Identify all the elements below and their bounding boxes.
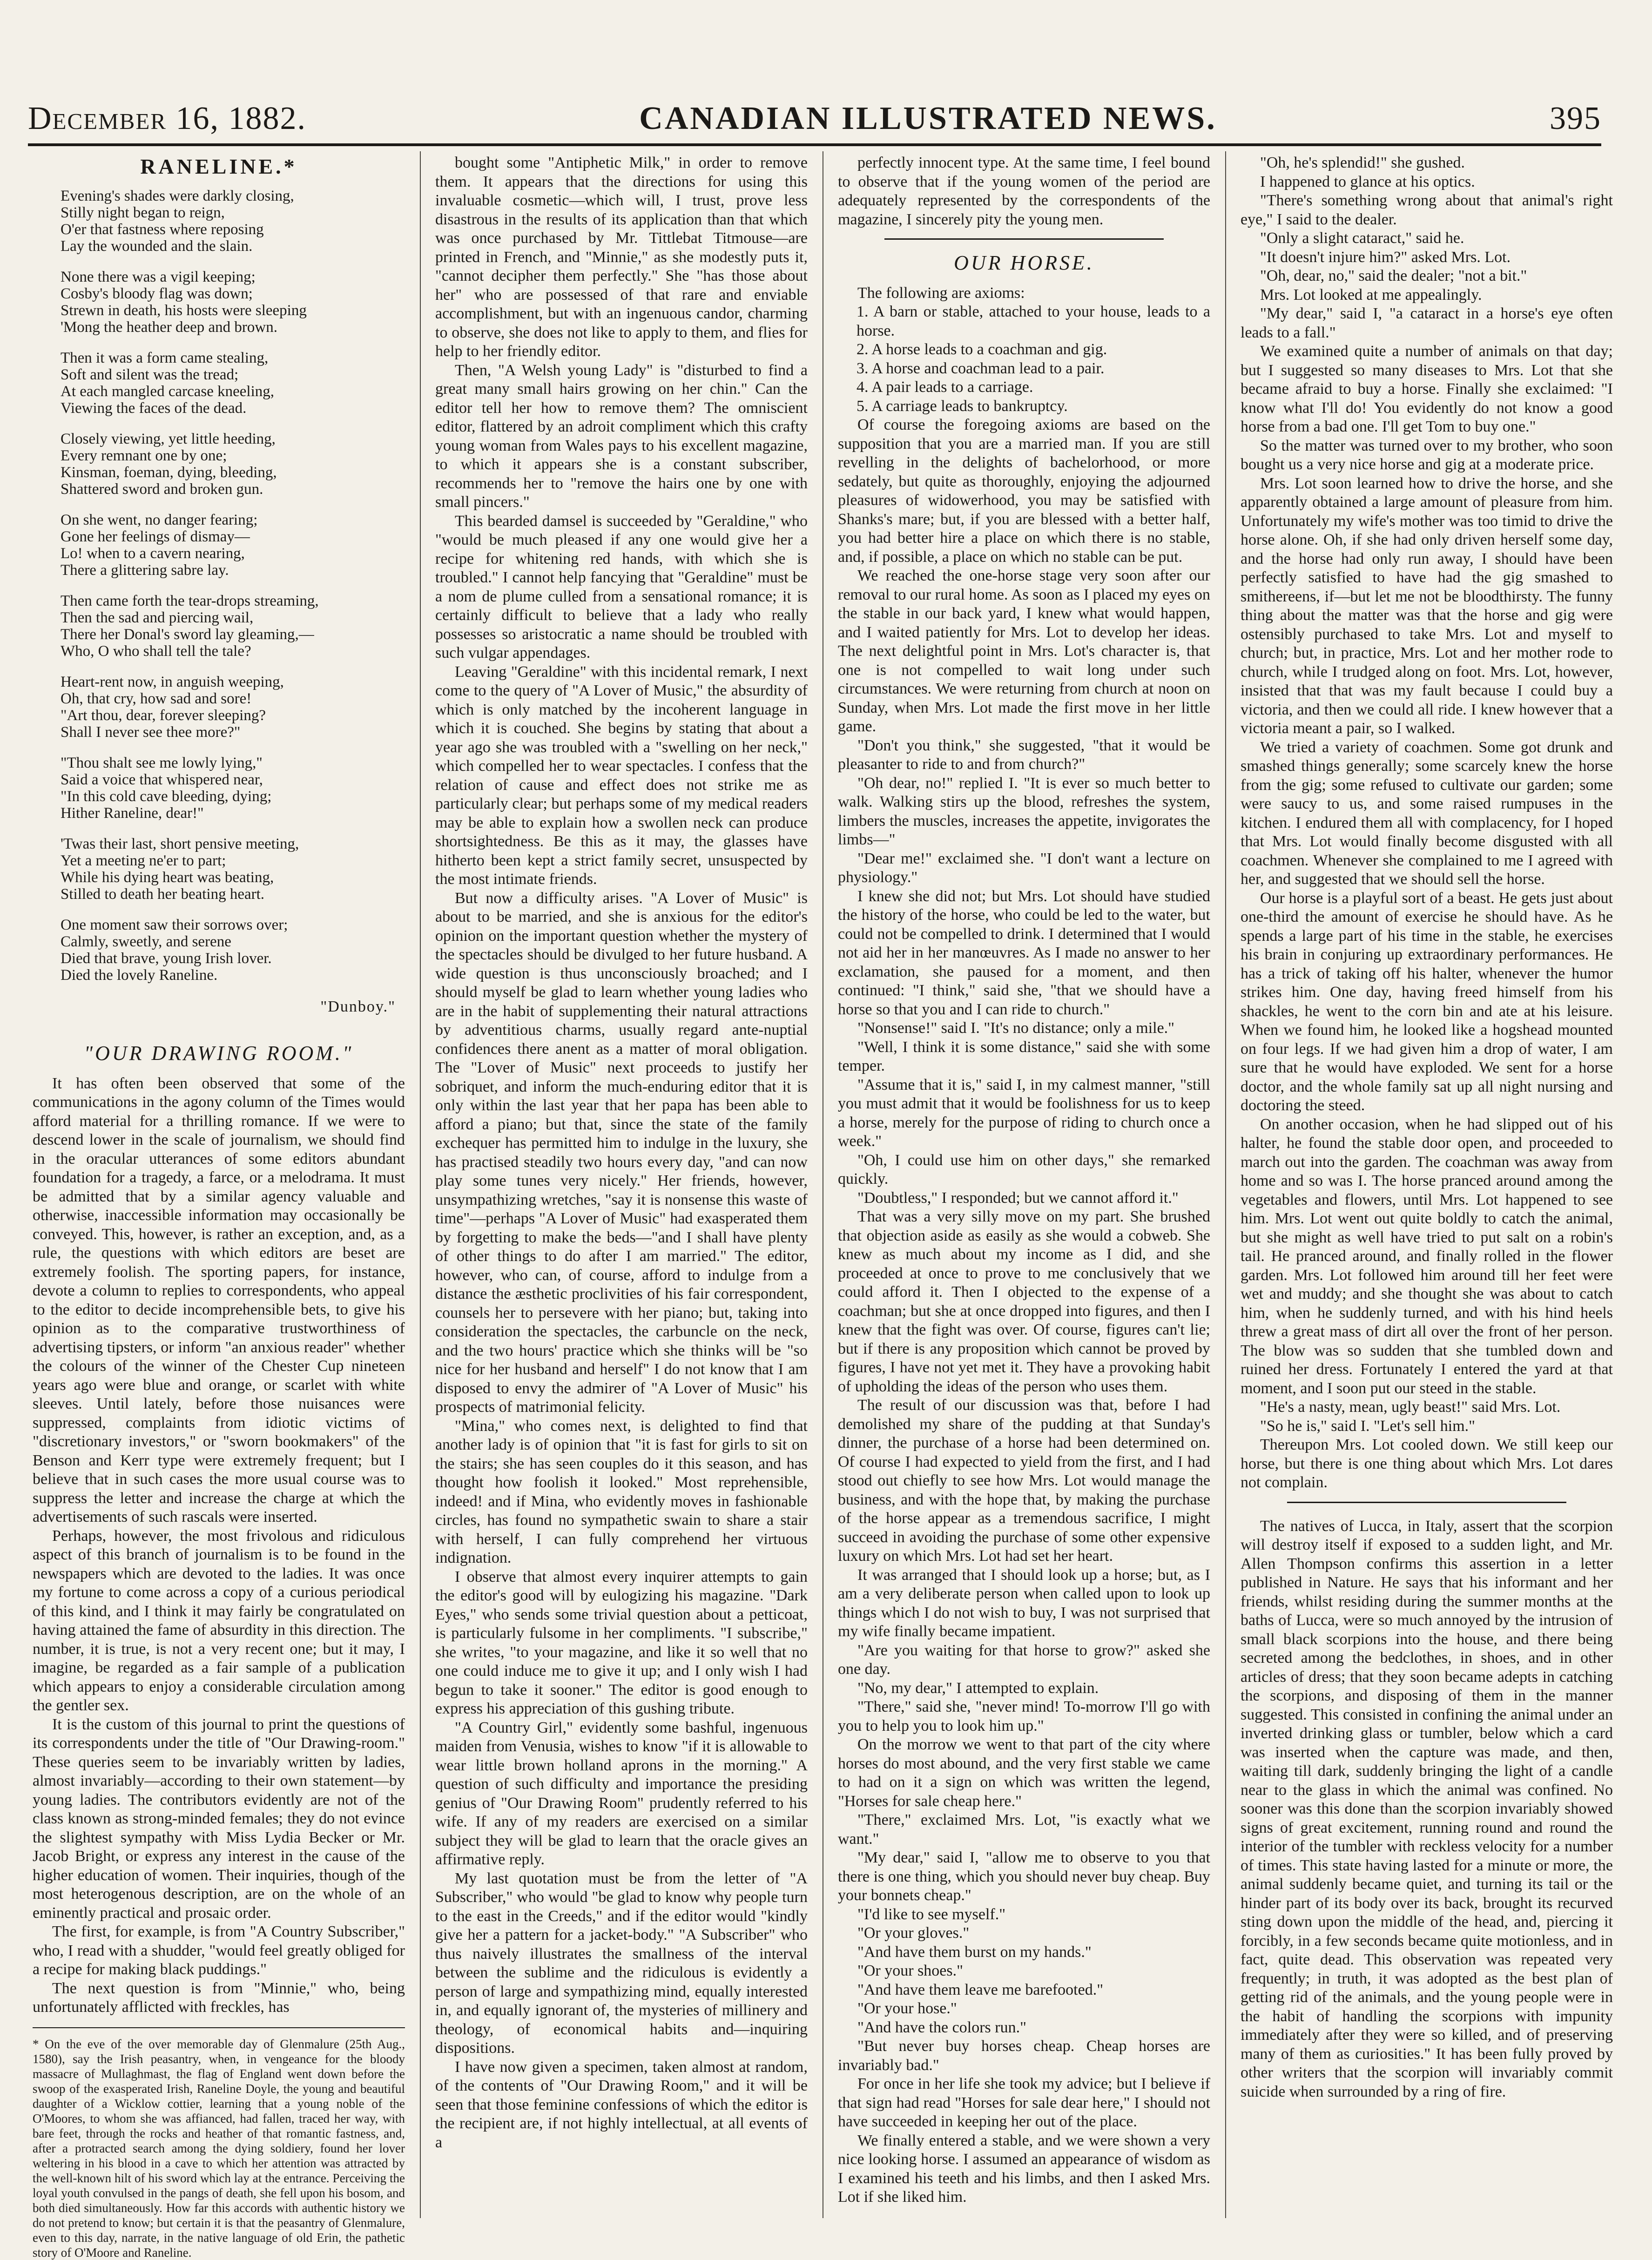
article-paragraph: For once in her life she took my advice; but I believe if that sign had read "Horses for sale dear here," I should not have succeeded in keeping her out of the place. bbox=[838, 2075, 1210, 2130]
our-horse-title: OUR HORSE. bbox=[954, 251, 1094, 274]
poem-stanza: Evening's shades were darkly closing, Stilly night began to reign, O'er that fastness where reposing Lay the wounded and the slain. bbox=[61, 187, 294, 255]
drawing-room-article-continued bbox=[435, 154, 808, 2152]
column-rule bbox=[420, 151, 421, 2218]
article-paragraph: "Oh, dear, no," said the dealer; "not a bit." bbox=[1260, 267, 1527, 284]
article-paragraph: On the morrow we went to that part of the city where horses do most abound, and the very first stable we came to had on it a sign on which was written the legend, "Horses for sale cheap here." bbox=[838, 1736, 1210, 1810]
section-divider bbox=[884, 238, 1164, 240]
article-paragraph: Thereupon Mrs. Lot cooled down. We still keep our horse, but there is one thing about which Mrs. Lot dares not complain. bbox=[1241, 1436, 1613, 1491]
page-number: 395 bbox=[1550, 101, 1601, 136]
axioms-list bbox=[838, 303, 1210, 416]
poem-stanza: "Thou shalt see me lowly lying," Said a voice that whispered near, "In this cold cave bleeding, dying; Hither Raneline, dear!" bbox=[61, 754, 272, 822]
article-paragraph: Our horse is a playful sort of a beast. He gets just about one-third the amount of exercise he should have. As he spends a large part of his time in the stable, he exercises his brain in conjuring up extraordinary performances. He has a trick of taking off his halter, whenever the humor strikes him. One day, having freed himself from his shackles, he went to the corn bin and ate at his leisure. When we found him, he looked like a hogshead mounted on four legs. If we had given him a drop of water, I am sure that he would have exploded. We sent for a horse doctor, and the whole family sat up all night nursing and doctoring the steed. bbox=[1241, 889, 1613, 1114]
article-paragraph: On another occasion, when he had slipped out of his halter, he found the stable door open, and proceeded to march out into the garden. The coachman was away from home and so was I. The horse pranced around among the vegetables and flowers, until Mrs. Lot happened to see him. Mrs. Lot went out quite boldly to catch the animal, but she might as well have tried to put salt on a robin's tail. He pranced around, and finally rolled in the flower garden. Mrs. Lot followed him around till her feet were wet and muddy; and she thought she was about to catch him, when he suddenly turned, and with his hind heels threw a great mass of dirt all over the front of her person. The blow was so sudden that she tumbled down and ruined her dress. Fortunately I entered the yard at that moment, and I soon put our steed in the stable. bbox=[1241, 1115, 1613, 1397]
article-paragraph: "But never buy horses cheap. Cheap horses are invariably bad." bbox=[838, 2037, 1210, 2074]
article-paragraph: "Oh dear, no!" replied I. "It is ever so much better to walk. Walking stirs up the blood, refreshes the system, limbers the muscles, increases the appetite, invigorates the limbs—" bbox=[838, 774, 1210, 848]
article-paragraph: "I'd like to see myself." bbox=[857, 1905, 1006, 1923]
our-horse-article-continued bbox=[1241, 154, 1613, 1492]
article-paragraph: "Or your shoes." bbox=[857, 1962, 964, 1979]
article-paragraph: The result of our discussion was that, before I had demolished my share of the pudding at that Sunday's dinner, the purchase of a horse had been determined on. Of course I had expected to yield from the first, and I had stood out chiefly to see how Mrs. Lot would manage the business, and with the hope that, by making the purchase of the horse appear as a tremendous sacrifice, I might succeed in avoiding the purchase of some other expensive luxury on which Mrs. Lot had set her heart. bbox=[838, 1396, 1210, 1565]
poem-stanza: Then came forth the tear-drops streaming, Then the sad and piercing wail, There her Donal's sword lay gleaming,— Who, O who shall tell the tale? bbox=[61, 592, 319, 660]
our-horse-article bbox=[838, 416, 1210, 2207]
article-paragraph: "Dear me!" exclaimed she. "I don't want a lecture on physiology." bbox=[838, 850, 1210, 886]
article-paragraph: "My dear," said I, "allow me to observe to you that there is one thing, which you should never buy cheap. Buy your bonnets cheap." bbox=[838, 1849, 1210, 1904]
article-paragraph: "And have them leave me barefooted." bbox=[857, 1981, 1104, 1998]
article-paragraph: This bearded damsel is succeeded by "Geraldine," who "would be much pleased if any one would give her a recipe for whitening red hands, with which she is troubled." I cannot help fancying that "Geraldine" must be a nom de plume culled from a sensational romance; it is certainly difficult to believe that a lady who really possesses so aristocratic a name should be troubled with such vulgar appendages. bbox=[435, 512, 808, 661]
article-paragraph: But now a difficulty arises. "A Lover of Music" is about to be married, and she is anxious for the editor's opinion on the important question whether the mystery of the spectacles should be divulged to her future husband. A wide question is thus unconsciously broached; and I should myself be glad to learn whether young ladies who are in the habit of supplementing their natural attractions by adventitious charms, usually regard ante-nuptial confidences there anent as a matter of moral obligation. The "Lover of Music" next proceeds to justify her sobriquet, and inform the much-enduring editor that it is only within the last year that her papa has been able to afford a piano; but that, since the state of the family exchequer has permitted him to indulge in the luxury, she has practised steadily two hours every day, "and can now play some tunes very nicely." Her friends, however, unsympathizing wretches, "say it is nonsense this waste of time"—perhaps "A Lover of Music" had exasperated them by forgetting to make the beds—"and I shall have plenty of other things to do after I am married." The editor, however, who can, of course, afford to indulge from a distance the æsthetic proclivities of his fair correspondent, counsels her to persevere with her piano; but, taking into consideration the spectacles, the carbuncle on the neck, and the two hours' practice which she thinks will be "so nice for her husband and herself" I do not know that I am disposed to envy the admirer of "A Lover of Music" his prospects of matrimonial felicity. bbox=[435, 889, 808, 1416]
article-paragraph: My last quotation must be from the letter of "A Subscriber," who would "be glad to know why people turn to the east in the Creeds," and if the editor would "kindly give her a pattern for a jacket-body." "A Subscriber" who thus naively illustrates the smallness of the interval between the sublime and the ridiculous is evidently a person of large and sympathizing mind, equally interested in, and equally ignorant of, the mysteries of millinery and theology, of economical habits and—inquiring dispositions. bbox=[435, 1869, 808, 2057]
article-paragraph: "He's a nasty, mean, ugly beast!" said Mrs. Lot. bbox=[1260, 1398, 1561, 1416]
article-paragraph: "There's something wrong about that animal's right eye," I said to the dealer. bbox=[1241, 192, 1613, 228]
poem-raneline bbox=[61, 188, 405, 984]
article-paragraph: It is the custom of this journal to print the questions of its correspondents under the title of "Our Drawing-room." These queries seem to be invariably written by ladies, almost invariably—according to their own statement—by young ladies. The contributors evidently are not of the class known as strong-minded females; they do not evince the slightest sympathy with Miss Lydia Becker or Mr. Jacob Bright, or express any interest in the cause of the higher education of women. Their inquiries, though of the most heterogenous description, are on the whole of an eminently practical and prosaic order. bbox=[33, 1715, 405, 1922]
article-paragraph: "And have them burst on my hands." bbox=[857, 1943, 1092, 1961]
article-paragraph: "There," said she, "never mind! To-morrow I'll go with you to help you to look him up." bbox=[838, 1698, 1210, 1734]
article-paragraph: Of course the foregoing axioms are based on the supposition that you are a married man. If you are still revelling in the delights of bachelorhood, or more sedately, but quite as thoroughly, enjoying the adjourned pleasures of widowerhood, you may be satisfied with Shanks's mare; but, if you are blessed with a better half, you had better hire a place on which there is no stable, and, if possible, a place on which no stable can be put. bbox=[838, 416, 1210, 566]
masthead bbox=[28, 93, 1601, 137]
article-paragraph: Then, "A Welsh young Lady" is "disturbed to find a great many small hairs growing on her chin." Can the editor tell her how to remove them? The omniscient editor, flattered by an adroit compliment which this crafty young woman from Wales pays to his excellent magazine, to which it appears she is a constant subscriber, recommends her to "remove the hairs one by one with small pincers." bbox=[435, 361, 808, 511]
poem-stanza: 'Twas their last, short pensive meeting, Yet a meeting ne'er to part; While his dying heart was beating, Stilled to death her beating heart. bbox=[61, 835, 299, 903]
article-paragraph: Perhaps, however, the most frivolous and ridiculous aspect of this branch of journalism is to be found in the newspapers which are devoted to the ladies. It was once my fortune to come across a copy of a curious periodical of this kind, and I think it may fairly be congratulated on having attained the fame of absurdity in this direction. The number, it is true, is not a very recent one; but it may, I imagine, be regarded as a fair sample of a publication which appears to enjoy a considerable circulation among the gentler sex. bbox=[33, 1527, 405, 1714]
article-paragraph: "Assume that it is," said I, in my calmest manner, "still you must admit that it would be foolishness for us to keep a horse, merely for the purpose of riding to church once a week." bbox=[838, 1076, 1210, 1150]
article-paragraph: The next question is from "Minnie," who, being unfortunately afflicted with freckles, has bbox=[33, 1979, 405, 2016]
article-paragraph: "And have the colors run." bbox=[857, 2018, 1026, 2036]
axioms-intro: The following are axioms: bbox=[857, 284, 1025, 302]
article-paragraph: "My dear," said I, "a cataract in a horse's eye often leads to a fall." bbox=[1241, 305, 1613, 341]
article-paragraph: That was a very silly move on my part. She brushed that objection aside as easily as she would a cobweb. She knew as much about my income as I did, and she proceeded at once to prove to me conclusively that we could afford it. Then I objected to the expense of a coachman; but she at once dropped into figures, and then I knew that the fight was over. Of course, figures can't lie; but if there is any proposition which cannot be proved by figures, I have not yet met it. They have a provoking habit of upholding the ideas of the person who uses them. bbox=[838, 1208, 1210, 1395]
poem-stanza: Then it was a form came stealing, Soft and silent was the tread; At each mangled carcase kneeling, Viewing the faces of the dead. bbox=[61, 349, 275, 417]
article-paragraph: It was arranged that I should look up a horse; but, as I am a very deliberate person when called upon to look up things which I do not wish to buy, I was not surprised that my wife finally became impatient. bbox=[838, 1566, 1210, 1640]
poem-stanza: One moment saw their sorrows over; Calmly, sweetly, and serene Died that brave, young Irish lover. Died the lovely Raneline. bbox=[61, 916, 288, 984]
section-divider bbox=[1287, 1502, 1566, 1503]
lucca-scorpion-article bbox=[1241, 1517, 1613, 2102]
drawing-room-article-end bbox=[838, 154, 1210, 229]
poem-stanza: None there was a vigil keeping; Cosby's bloody flag was down; Strewn in death, his hosts were sleeping 'Mong the heather deep and brown. bbox=[61, 268, 307, 336]
article-paragraph: Leaving "Geraldine" with this incidental remark, I next come to the query of "A Lover of Music," the absurdity of which is only matched by the incoherent language in which it is couched. She begins by stating that about a year ago she was troubled with a "swelling on her neck," which compelled her to wear spectacles. I confess that the relation of cause and effect does not strike me as particularly clear; but perhaps some of my medical readers may be able to explain how a swollen neck can produce shortsightedness. Be this as it may, the glasses have hitherto been kept a strict family secret, unsuspected by the most intimate friends. bbox=[435, 663, 808, 888]
article-paragraph: We finally entered a stable, and we were shown a very nice looking horse. I assumed an appearance of wisdom as I examined his teeth and his limbs, and then I asked Mrs. Lot if she liked him. bbox=[838, 2132, 1210, 2206]
article-paragraph: "A Country Girl," evidently some bashful, ingenuous maiden from Venusia, wishes to know "if it is allowable to wear little brown holland aprons in the morning." A question of such difficulty and importance the presiding genius of "Our Drawing Room" prudently referred to his wife. If any of my readers are exercised on a similar subject they will be glad to learn that the oracle gives an affirmative reply. bbox=[435, 1719, 808, 1868]
article-paragraph: "No, my dear," I attempted to explain. bbox=[857, 1679, 1099, 1697]
article-paragraph: So the matter was turned over to my brother, who soon bought us a very nice horse and gig at a moderate price. bbox=[1241, 437, 1613, 473]
article-paragraph: Mrs. Lot soon learned how to drive the horse, and she apparently obtained a large amount of pleasure from him. Unfortunately my wife's mother was too timid to drive the horse alone. Oh, if she had only driven herself some day, and the horse had only run away, I should have been perfectly satisfied to have had the gig smashed to smithereens, if—but let me not be bloodthirsty. The funny thing about the matter was that the horse and gig were ostensibly purchased to take Mrs. Lot and myself to church; but, in practice, Mrs. Lot and her mother rode to church, while I trudged along on foot. Mrs. Lot, however, insisted that that was my fault because I could buy a victoria, and then we could all ride. I knew however that a victoria meant a pair, so I walked. bbox=[1241, 474, 1613, 737]
publication-title: CANADIAN ILLUSTRATED NEWS. bbox=[639, 101, 1217, 136]
article-paragraph: "Or your gloves." bbox=[857, 1924, 970, 1942]
column-rule bbox=[1225, 151, 1226, 2218]
article-paragraph: The first, for example, is from "A Country Subscriber," who, I read with a shudder, "would feel greatly obliged for a recipe for making black puddings." bbox=[33, 1923, 405, 1978]
article-paragraph: We examined quite a number of animals on that day; but I suggested so many diseases to Mrs. Lot that she became afraid to buy a horse. Finally she exclaimed: "I know what I'll do! You evidently do not know a good horse from a bad one. I'll get Tom to buy one." bbox=[1241, 343, 1613, 435]
drawing-room-title: "OUR DRAWING ROOM." bbox=[84, 1042, 354, 1065]
article-paragraph: We reached the one-horse stage very soon after our removal to our rural home. As soon as I placed my eyes on the stable in our back yard, I knew what would happen, and I waited patiently for Mrs. Lot to develop her ideas. The next delightful point in Mrs. Lot's character is, that one is not compelled to wait long under such circumstances. We were returning from church at noon on Sunday, when Mrs. Lot made the first move in her little game. bbox=[838, 567, 1210, 735]
article-paragraph: "It doesn't injure him?" asked Mrs. Lot. bbox=[1260, 248, 1511, 266]
drawing-room-article bbox=[33, 1074, 405, 2017]
column-3 bbox=[838, 154, 1210, 2220]
poem-stanza: On she went, no danger fearing; Gone her feelings of dismay— Lo! when to a cavern nearing, There a glittering sabre lay. bbox=[61, 511, 258, 579]
masthead-rule bbox=[28, 143, 1601, 146]
article-paragraph: We tried a variety of coachmen. Some got drunk and smashed things generally; some scarcely knew the horse from the gig; some refused to cultivate our garden; some were saucy to us, and some raised rumpuses in the kitchen. I endured them all with complacency, for I hoped that Mrs. Lot would finally become disgusted with all coachmen. Whenever she complained to me I agreed with her, and suggested that we should sell the horse. bbox=[1241, 738, 1613, 888]
article-paragraph: "Doubtless," I responded; but we cannot afford it." bbox=[857, 1189, 1179, 1207]
article-paragraph: The natives of Lucca, in Italy, assert that the scorpion will destroy itself if exposed to a sudden light, and Mr. Allen Thompson confirms this assertion in a letter published in Nature. He says that his informant and her friends, whilst residing during the summer months at the baths of Lucca, were so much annoyed by the intrusion of small black scorpions into the house, and there being secreted among the bedclothes, in shoes, and in other articles of dress; that they soon became adepts in catching the scorpions, and disposing of them in the manner suggested. This consisted in confining the animal under an inverted drinking glass or tumbler, below which a card was inserted when the capture was made, and then, waiting till dark, suddenly bringing the light of a candle near to the glass in which the animal was confined. No sooner was this done than the scorpion invariably showed signs of great excitement, running round and round the interior of the tumbler with reckless velocity for a number of times. This state having lasted for a minute or more, the animal suddenly became quiet, and turning its tail or the hinder part of its body over its back, brought its recurved sting down upon the middle of the head, and, piercing it forcibly, in a few seconds became quite motionless, and in fact, quite dead. This observation was repeated very frequently; in truth, it was adopted as the best plan of getting rid of the animals, and the young people were in the habit of handling the scorpions with impunity immediately after they were so killed, and of preserving many of them as curiosities." It has been fully proved by other writers that the scorpion will invariably commit suicide when surrounded by a ring of fire. bbox=[1241, 1517, 1613, 2100]
axiom-item: 1. A barn or stable, attached to your house, leads to a horse. bbox=[856, 303, 1210, 339]
article-paragraph: bought some "Antiphetic Milk," in order to remove them. It appears that the directions for using this invaluable cosmetic—which will, I trust, prove less disastrous in the results of its application than that which was once purchased by Mr. Tittlebat Titmouse—are printed in French, and "Minnie," as she modestly puts it, "cannot decipher them perfectly." She "has those about her" who are possessed of that rare and enviable accomplishment, but with an ingenuous candor, charming to observe, she does not like to apply to them, and flies for help to her friendly editor. bbox=[435, 154, 808, 360]
article-paragraph: "Mina," who comes next, is delighted to find that another lady is of opinion that "it is fast for girls to sit on the stairs; she has seen couples do it this season, and has thought how foolish it looked." Most reprehensible, indeed! and if Mina, who evidently moves in fashionable circles, has found no sympathetic swain to share a stair with herself, I can fully comprehend her virtuous indignation. bbox=[435, 1417, 808, 1566]
article-paragraph: I knew she did not; but Mrs. Lot should have studied the history of the horse, who could be led to the water, but could not be compelled to drink. I determined that I would not aid her in her manœuvres. As I made no answer to her exclamation, she paused for a moment, and then continued: "I think," said she, "that we should have a horse so that you and I can ride to church." bbox=[838, 887, 1210, 1018]
column-2 bbox=[435, 154, 808, 2220]
footnote: * On the eve of the over memorable day of Glenmalure (25th Aug., 1580), say the Irish peasantry, when, in vengeance for the bloody massacre of Mullaghmast, the flag of England went down before the swoop of the exasperated Irish, Raneline Doyle, the young and beautiful daughter of a Wicklow cottier, learning that a young noble of the O'Moores, to whom she was affianced, had fallen, traced her way, with bare feet, through the rocks and heather of that romantic fastness, and, after a protracted search among the dying soldiery, found her lover weltering in his blood in a cave to which her attention was attracted by the well-known hilt of his sword which lay at the entrance. Perceiving the loyal youth convulsed in the pangs of death, she fell upon his bosom, and both died simultaneously. How far this accords with authentic history we do not pretend to know; but certain it is that the peasantry of Glenmalure, even to this day, narrate, in the native language of old Erin, the pathetic story of O'Moore and Raneline. bbox=[33, 2027, 405, 2260]
article-paragraph: It has often been observed that some of the communications in the agony column of the Times would afford material for a thrilling romance. If we were to descend lower in the scale of journalism, we should find in the oracular utterances of some editors abundant foundation for a tragedy, a farce, or a melodrama. It must be admitted that by a similar agency valuable and otherwise, inaccessible information may occasionally be conveyed. This, however, is rather an exception, and, as a rule, the questions with which editors are beset are extremely foolish. The sporting papers, for instance, devote a column to replies to correspondents, who appeal to the editor to decide incomprehensible bets, to give his opinion as to the comparative trustworthiness of advertising tipsters, or inform "an anxious reader" whether the colours of the winner of the Chester Cup nineteen years ago were blue and orange, or scarlet with white sleeves. Until lately, before those nuisances were suppressed, complaints from idiotic victims of "discretionary investors," or "sworn bookmakers" of the Benson and Kerr type were extremely frequent; but I believe that in such cases the more usual course was to suppress the letter and increase the charge at which the advertisements of such rascals were inserted. bbox=[33, 1074, 405, 1525]
axiom-item: 5. A carriage leads to bankruptcy. bbox=[856, 397, 1068, 415]
article-paragraph: "Or your hose." bbox=[857, 2000, 957, 2017]
column-4 bbox=[1241, 154, 1613, 2220]
article-paragraph: "Well, I think it is some distance," said she with some temper. bbox=[838, 1038, 1210, 1074]
axiom-item: 2. A horse leads to a coachman and gig. bbox=[856, 341, 1107, 358]
article-paragraph: "So he is," said I. "Let's sell him." bbox=[1260, 1417, 1476, 1435]
article-paragraph: "There," exclaimed Mrs. Lot, "is exactly what we want." bbox=[838, 1811, 1210, 1848]
poem-stanza: Heart-rent now, in anguish weeping, Oh, that cry, how sad and sore! "Art thou, dear, forever sleeping? Shall I never see thee more?" bbox=[61, 673, 284, 741]
article-paragraph: "Nonsense!" said I. "It's no distance; only a mile." bbox=[857, 1019, 1175, 1037]
article-paragraph: Mrs. Lot looked at me appealingly. bbox=[1260, 286, 1482, 304]
column-1 bbox=[33, 154, 405, 2260]
article-paragraph: I observe that almost every inquirer attempts to gain the editor's good will by eulogizing his magazine. "Dark Eyes," who sends some trivial question about a petticoat, is particularly fulsome in her compliments. "I subscribe," she writes, "to your magazine, and like it so well that no one could induce me to give it up; and I only wish I had begun to take it sooner." The editor is good enough to express his appreciation of this gushing tribute. bbox=[435, 1568, 808, 1717]
article-paragraph: perfectly innocent type. At the same time, I feel bound to observe that if the young women of the period are adequately represented by the correspondents of the magazine, I sincerely pity the young men. bbox=[838, 154, 1210, 228]
poem-stanza: Closely viewing, yet little heeding, Every remnant one by one; Kinsman, foeman, dying, bleeding, Shattered sword and broken gun. bbox=[61, 430, 277, 498]
poem-signature: "Dunboy." bbox=[320, 998, 396, 1015]
article-paragraph: "Don't you think," she suggested, "that it would be pleasanter to ride to and from church?" bbox=[838, 736, 1210, 773]
article-paragraph: "Oh, he's splendid!" she gushed. bbox=[1260, 154, 1465, 171]
article-paragraph: "Are you waiting for that horse to grow?" asked she one day. bbox=[838, 1641, 1210, 1678]
axiom-item: 4. A pair leads to a carriage. bbox=[856, 378, 1033, 396]
article-paragraph: I have now given a specimen, taken almost at random, of the contents of "Our Drawing Room," and it will be seen that those feminine confessions of which the editor is the recipient are, if not highly intellectual, at all events of a bbox=[435, 2058, 808, 2151]
issue-date: December 16, 1882. bbox=[28, 101, 306, 136]
article-paragraph: "Oh, I could use him on other days," she remarked quickly. bbox=[838, 1151, 1210, 1187]
poem-title: RANELINE.* bbox=[140, 155, 297, 178]
article-paragraph: I happened to glance at his optics. bbox=[1260, 173, 1475, 190]
axiom-item: 3. A horse and coachman lead to a pair. bbox=[856, 359, 1105, 377]
article-paragraph: "Only a slight cataract," said he. bbox=[1260, 229, 1464, 247]
